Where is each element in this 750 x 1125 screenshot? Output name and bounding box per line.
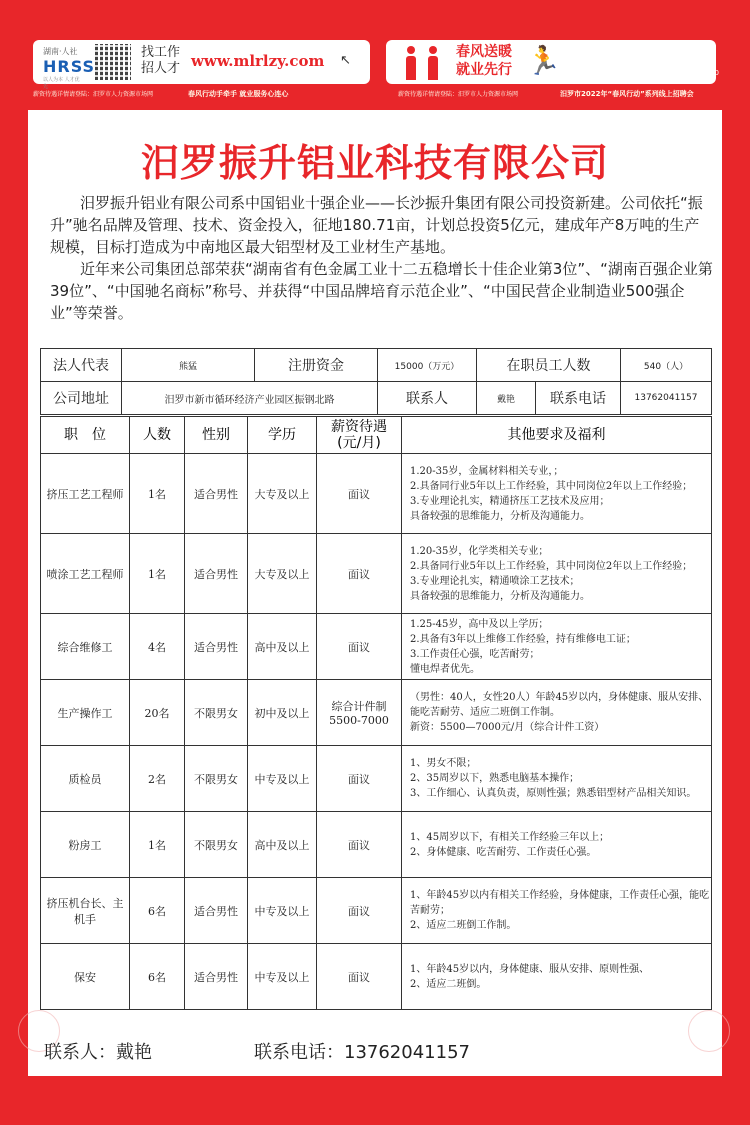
jobs-table [40, 416, 712, 1010]
job-salary: 面议 [317, 944, 402, 1010]
hrss-logo-text: HRSS [43, 57, 96, 76]
table-row [41, 878, 712, 944]
phone-value: 13762041157 [621, 382, 712, 415]
job-gender: 适合男性 [185, 614, 248, 680]
address-value: 汨罗市新市循环经济产业园区振钢北路 [122, 382, 378, 415]
job-gender: 不限男女 [185, 746, 248, 812]
contact-value: 戴艳 [477, 382, 536, 415]
job-requirements: 1、年龄45岁以内，身体健康、服从安排、原则性强、 2、适应二班倒。 [402, 944, 712, 1010]
capital-label: 注册资金 [255, 349, 378, 382]
job-count: 6名 [130, 878, 185, 944]
table-row [41, 680, 712, 746]
hrss-sub-text: 以人为本 人才优先 [43, 77, 80, 90]
job-count: 2名 [130, 746, 185, 812]
subline-left: 薪资待遇详情请登陆：汨罗市人力资源市场网 [33, 91, 154, 98]
job-count: 4名 [130, 614, 185, 680]
job-education: 中专及以上 [248, 746, 317, 812]
job-count: 6名 [130, 944, 185, 1010]
running-person-icon: 🏃 [526, 44, 561, 77]
company-info-table [40, 348, 712, 415]
handshake-people-icon [400, 44, 446, 80]
job-site-card[interactable] [33, 40, 370, 90]
bureau-phone-2: 0730-3393110 [667, 69, 719, 77]
job-education: 大专及以上 [248, 454, 317, 534]
job-salary: 面议 [317, 614, 402, 680]
job-requirements: 1、年龄45岁以内有相关工作经验，身体健康，工作责任心强，能吃苦耐劳； 2、适应二班倒工作制。 [402, 878, 712, 944]
job-requirements: 1.20-35岁，化学类相关专业； 2.具备同行业5年以上工作经验，其中同岗位2年以上工作经验； 3.专业理论扎实，精通喷涂工艺技术； 具备较强的思维能力，分析及沟通能力。 [402, 534, 712, 614]
job-requirements: 1、45周岁以下，有相关工作经验三年以上； 2、身体健康、吃苦耐劳、工作责任心强。 [402, 812, 712, 878]
job-salary: 面议 [317, 812, 402, 878]
job-salary: 综合计件制 5500-7000 [317, 680, 402, 746]
job-title: 挤压工艺工程师 [41, 454, 130, 534]
job-count: 1名 [130, 812, 185, 878]
table-row [41, 746, 712, 812]
job-gender: 适合男性 [185, 454, 248, 534]
intro-paragraph-1: 汨罗振升铝业有限公司系中国铝业十强企业——长沙振升集团有限公司投资新建。公司依托“振升”驰名品牌及管理、技术、资金投入，征地180.71亩，计划总投资5亿元，建成年产8万吨的生产规模，目标打造成为中南地区最大铝型材及工业材生产基地。 [50, 194, 703, 256]
site-url-link[interactable]: www.mlrlzy.com [191, 52, 325, 70]
staff-value: 540（人） [621, 349, 712, 382]
watermark-logo [688, 1010, 730, 1052]
bureau-info [600, 46, 719, 79]
job-requirements: （男性：40人，女性20人）年龄45岁以内，身体健康、服从安排、能吃苦耐劳、适应二班倒工作制。 新资：5500—7000元/月（综合计件工资） [402, 680, 712, 746]
job-title: 生产操作工 [41, 680, 130, 746]
contact-label: 联系人 [378, 382, 477, 415]
bureau-name: 汨罗市人力资源和社会保障局 [600, 47, 704, 56]
subline-left-2: 薪资待遇详情请登陆：汨罗市人力资源市场网 [398, 91, 519, 98]
subline-mid: 春风行动手牵手 就业服务心连心 [188, 90, 289, 98]
job-salary: 面议 [317, 746, 402, 812]
intro-paragraph-2: 近年来公司集团总部荣获“湖南省有色金属工业十二五稳增长十佳企业第3位”、“湖南百强企业第39位”、“中国驰名商标”称号、并获得“中国品牌培育示范企业”、“中国民营企业制造业500强企业”等荣誉。 [50, 260, 713, 322]
recruit-label: 招人才 [141, 61, 181, 76]
job-education: 中专及以上 [248, 878, 317, 944]
header-position: 职 位 [41, 417, 130, 454]
slogan-line-2: 就业先行 [456, 62, 512, 78]
table-row [41, 944, 712, 1010]
job-education: 大专及以上 [248, 534, 317, 614]
find-job-label: 找工作 [141, 45, 181, 60]
job-requirements: 1.20-35岁，金属材料相关专业，； 2.具备同行业5年以上工作经验，其中同岗位2年以上工作经验； 3.专业理论扎实，精通挤压工艺技术及应用； 具备较强的思维能力，分析及沟通能力。 [402, 454, 712, 534]
cursor-icon: ↖ [340, 53, 351, 68]
job-gender: 适合男性 [185, 944, 248, 1010]
job-education: 中专及以上 [248, 944, 317, 1010]
job-count: 20名 [130, 680, 185, 746]
job-title: 喷涂工艺工程师 [41, 534, 130, 614]
job-title: 质检员 [41, 746, 130, 812]
slogan-line-1: 春风送暖 [456, 44, 512, 60]
staff-label: 在职员工人数 [477, 349, 621, 382]
job-gender: 适合男性 [185, 878, 248, 944]
address-label: 公司地址 [41, 382, 122, 415]
job-salary: 面议 [317, 454, 402, 534]
footer-contact: 联系人：戴艳 [44, 1042, 152, 1063]
job-title: 综合维修工 [41, 614, 130, 680]
hrss-logo [43, 46, 96, 90]
job-education: 高中及以上 [248, 812, 317, 878]
table-row [41, 812, 712, 878]
job-salary: 面议 [317, 534, 402, 614]
job-salary: 面议 [317, 878, 402, 944]
bureau-center-2: 汨罗市就业服务中心 [600, 69, 663, 77]
header-count: 人数 [130, 417, 185, 454]
capital-value: 15000（万元） [378, 349, 477, 382]
phone-label: 联系电话 [536, 382, 621, 415]
table-row [41, 614, 712, 680]
qr-code-icon[interactable] [95, 44, 131, 80]
company-intro [50, 192, 714, 324]
top-banner [0, 0, 750, 100]
job-title: 挤压机台长、主机手 [41, 878, 130, 944]
table-row [41, 534, 712, 614]
job-title: 粉房工 [41, 812, 130, 878]
bureau-phone-1: 0730-3382890 [660, 58, 712, 66]
job-education: 初中及以上 [248, 680, 317, 746]
subline-right: 汨罗市2022年“春风行动”系列线上招聘会 [560, 90, 694, 98]
company-title: 汨罗振升铝业科技有限公司 [140, 141, 609, 185]
job-gender: 适合男性 [185, 534, 248, 614]
job-requirements: 1.25-45岁，高中及以上学历； 2.具备有3年以上维修工作经验，持有维修电工证； 3.工作责任心强，吃苦耐劳； 懂电焊者优先。 [402, 614, 712, 680]
header-salary: 薪资待遇 (元/月) [317, 417, 402, 454]
campaign-slogan [456, 43, 512, 79]
recruitment-poster [28, 110, 722, 1076]
header-gender: 性别 [185, 417, 248, 454]
table-row [41, 454, 712, 534]
job-count: 1名 [130, 534, 185, 614]
bureau-center-1: 人力资源服务中心 [600, 58, 656, 66]
legal-value: 熊猛 [122, 349, 255, 382]
legal-label: 法人代表 [41, 349, 122, 382]
job-requirements: 1、男女不限； 2、35周岁以下，熟悉电脑基本操作； 3、工作细心、认真负责，原则性强；熟悉铝型材产品相关知识。 [402, 746, 712, 812]
job-gender: 不限男女 [185, 812, 248, 878]
find-job-text [141, 45, 180, 77]
header-education: 学历 [248, 417, 317, 454]
job-gender: 不限男女 [185, 680, 248, 746]
job-title: 保安 [41, 944, 130, 1010]
footer-phone: 联系电话：13762041157 [254, 1042, 470, 1063]
job-count: 1名 [130, 454, 185, 534]
job-education: 高中及以上 [248, 614, 317, 680]
hrss-top-text: 湖南·人社 [43, 47, 78, 56]
header-requirements: 其他要求及福利 [402, 417, 712, 454]
